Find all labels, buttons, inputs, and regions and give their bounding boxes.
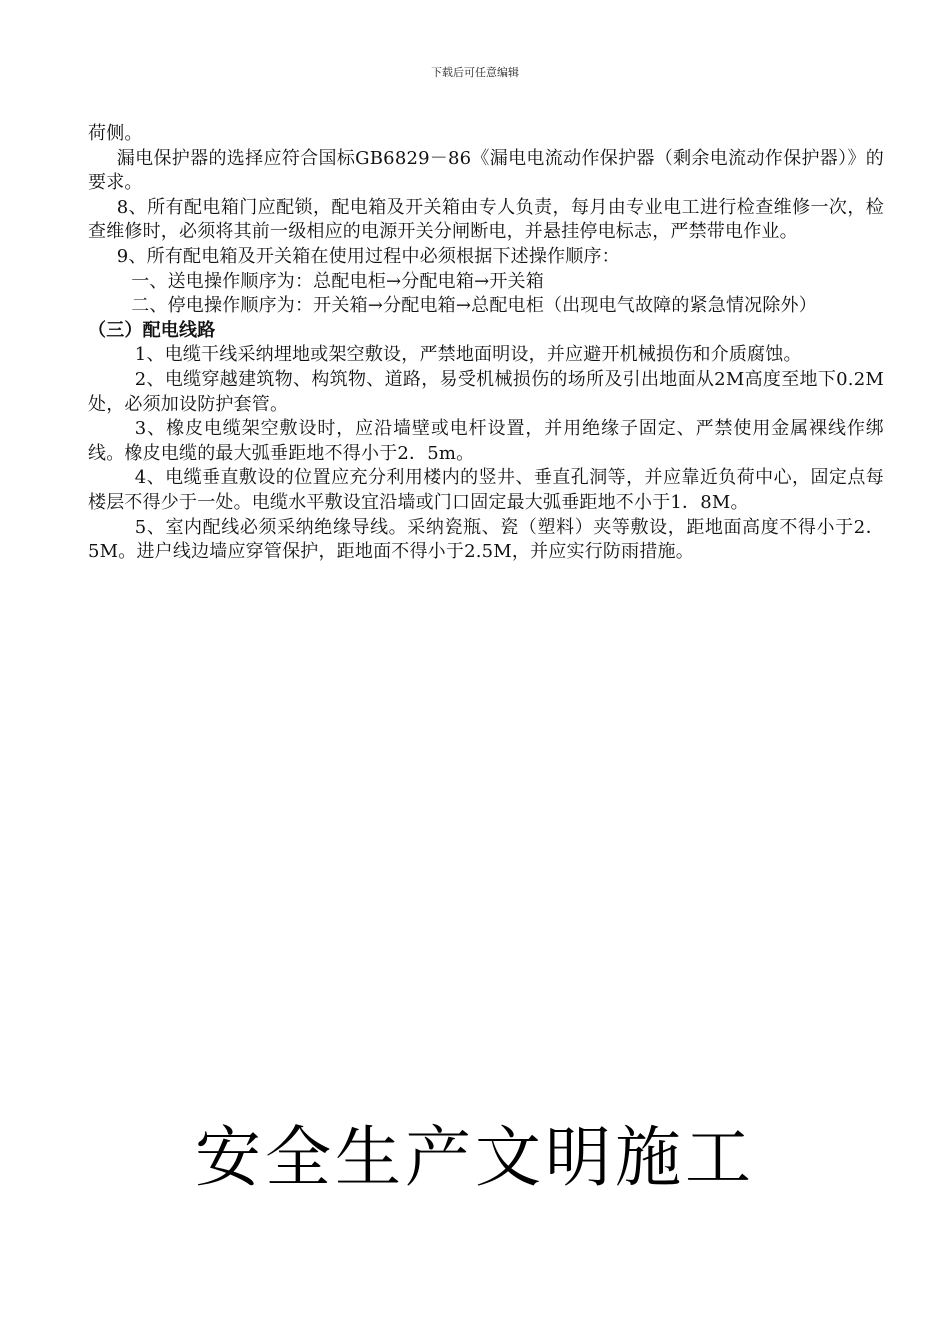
- section-heading: （三）配电线路: [88, 319, 216, 341]
- paragraph-item-9: 9、所有配电箱及开关箱在使用过程中必须根据下述操作顺序：: [116, 245, 620, 267]
- document-body: [88, 122, 884, 565]
- section-item-3: 3、橡皮电缆架空敷设时，应沿墙壁或电杆设置，并用绝缘子固定、严禁使用金属裸线作绑线。橡皮电缆的最大弧垂距地不得小于2．5m。: [88, 418, 884, 464]
- paragraph-power-off-sequence: 二、停电操作顺序为：开关箱→分配电箱→总配电柜（出现电气故障的紧急情况除外）: [131, 295, 817, 317]
- chapter-title: 安全生产文明施工: [195, 1119, 755, 1196]
- paragraph-leakage-protector: 漏电保护器的选择应符合国标GB6829－86《漏电电流动作保护器（剩余电流动作保护器）》的要求。: [88, 147, 884, 194]
- paragraph-item-8: 8、所有配电箱门应配锁，配电箱及开关箱由专人负责，每月由专业电工进行检查维修一次，检查维修时，必须将其前一级相应的电源开关分闸断电，并悬挂停电标志，严禁带电作业。: [88, 196, 884, 243]
- paragraph-power-on-sequence: 一、送电操作顺序为：总配电柜→分配电箱→开关箱: [131, 270, 544, 292]
- section-item-4: 4、电缆垂直敷设的位置应充分利用楼内的竖井、垂直孔洞等，并应靠近负荷中心，固定点每楼层不得少于一处。电缆水平敷设宜沿墙或门口固定最大弧垂距地不小于1．8M。: [88, 467, 884, 513]
- section-item-5: 5、室内配线必须采纳绝缘导线。采纳瓷瓶、瓷（塑料）夹等敷设，距地面高度不得小于2．5M。进户线边墙应穿管保护，距地面不得小于2.5M，并应实行防雨措施。: [88, 516, 884, 563]
- section-item-2: 2、电缆穿越建筑物、构筑物、道路，易受机械损伤的场所及引出地面从2M高度至地下0.2M处，必须加设防护套管。: [88, 368, 884, 415]
- paragraph-continuation: 荷侧。: [88, 123, 143, 144]
- section-item-1: 1、电缆干线采纳埋地或架空敷设，严禁地面明设，并应避开机械损伤和介质腐蚀。: [134, 344, 802, 366]
- page-header-note: 下载后可任意编辑: [431, 66, 519, 79]
